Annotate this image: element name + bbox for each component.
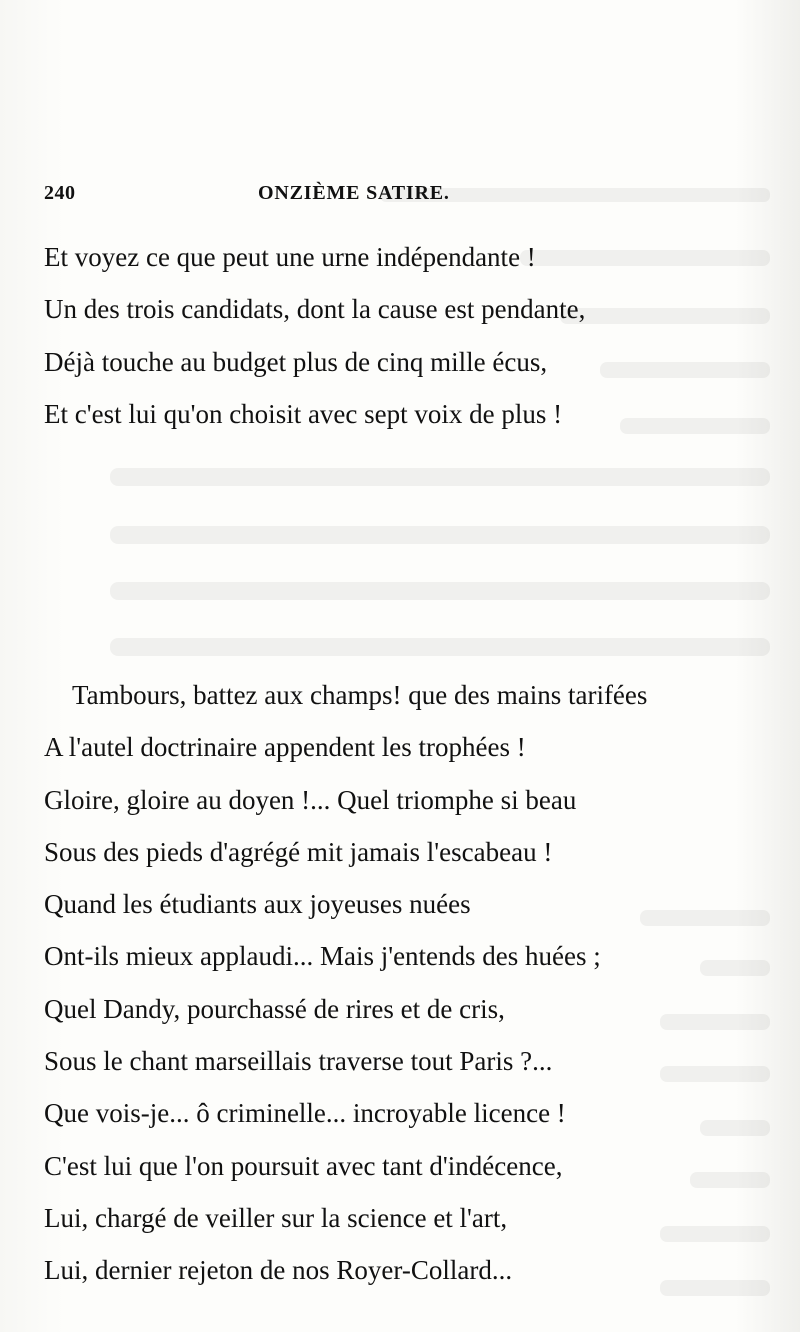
page-number: 240 <box>44 182 76 204</box>
verse-line: Ont-ils mieux applaudi... Mais j'entends des huées ; <box>44 941 601 972</box>
verse-line: Et voyez ce que peut une urne indépendante ! <box>44 242 536 272</box>
stanza <box>44 682 647 1310</box>
verse-line: C'est lui que l'on poursuit avec tant d'indécence, <box>44 1150 563 1181</box>
verse-line: Déjà touche au budget plus de cinq mille écus, <box>44 346 548 377</box>
verse-line: Un des trois candidats, dont la cause est pendante, <box>44 294 586 325</box>
verse-line: Que vois-je... ô criminelle... incroyable licence ! <box>44 1098 566 1129</box>
verse-line: Tambours, battez aux champs! que des mains tarifées <box>72 680 648 710</box>
verse-line: Sous des pieds d'agrégé mit jamais l'escabeau ! <box>44 836 553 867</box>
verse-line: Lui, dernier rejeton de nos Royer-Collard... <box>44 1255 513 1286</box>
verse-line: Lui, chargé de veiller sur la science et l'art, <box>44 1202 508 1233</box>
verse-line: Et c'est lui qu'on choisit avec sept voix de plus ! <box>44 398 563 429</box>
verse-line: Quel Dandy, pourchassé de rires et de cris, <box>44 993 505 1024</box>
verse-line: Gloire, gloire au doyen !... Quel triomphe si beau <box>44 784 577 815</box>
running-title: ONZIÈME SATIRE. <box>258 182 450 204</box>
verse-line: A l'autel doctrinaire appendent les trophées ! <box>44 732 526 763</box>
stanza <box>44 244 585 453</box>
running-header <box>44 182 784 218</box>
verse-line: Sous le chant marseillais traverse tout Paris ?... <box>44 1046 553 1077</box>
verse-line: Quand les étudiants aux joyeuses nuées <box>44 889 471 920</box>
